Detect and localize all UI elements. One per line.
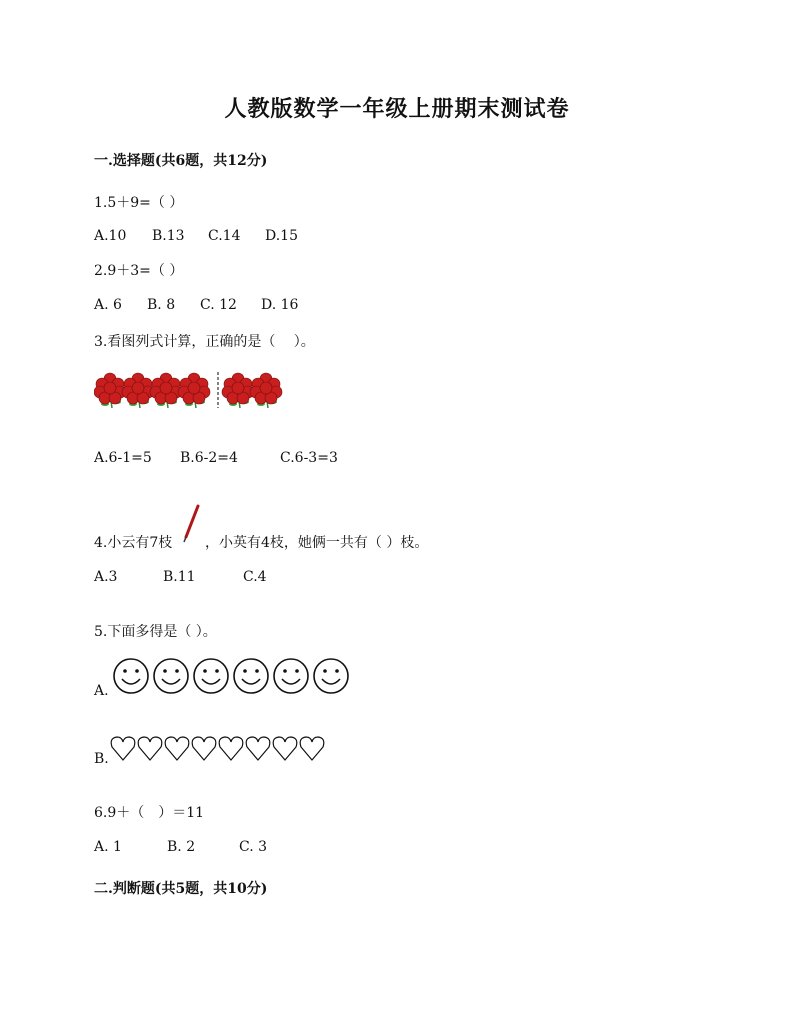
option-c: C. 3 xyxy=(239,839,268,855)
smiley-icon xyxy=(274,659,308,693)
option-a: A. 1 xyxy=(94,839,122,855)
heart-icon xyxy=(111,737,135,760)
flowers-image xyxy=(94,368,284,412)
question-3-options xyxy=(94,450,338,466)
question-1: 1.5＋9=（ ） xyxy=(94,195,184,211)
question-6: 6.9＋（ ）＝11 xyxy=(94,805,205,821)
hearts-image xyxy=(110,735,334,763)
option-b: B.13 xyxy=(152,228,185,244)
option-b: B.6-2=4 xyxy=(180,450,238,466)
smiley-icon xyxy=(154,659,188,693)
option-b: B. 2 xyxy=(167,839,196,855)
page-title: 人教版数学一年级上册期末测试卷 xyxy=(224,96,570,122)
smiley-icon xyxy=(314,659,348,693)
question-1-options xyxy=(94,228,298,244)
option-a: A.6-1=5 xyxy=(94,450,152,466)
heart-icon xyxy=(165,737,189,760)
flowers-left-group xyxy=(94,373,210,408)
flower-icon xyxy=(178,373,210,408)
heart-icon xyxy=(192,737,216,760)
option-d: D.15 xyxy=(265,228,298,244)
option-b: B.11 xyxy=(163,569,196,585)
section-heading-judgement: 二.判断题(共5题，共10分) xyxy=(94,881,268,897)
heart-icon xyxy=(300,737,324,760)
question-2-options xyxy=(94,297,298,313)
question-4-part-2: ，小英有4枝，她俩一共有（ ）枝。 xyxy=(205,535,429,551)
flower-icon xyxy=(222,373,254,408)
option-a: A.3 xyxy=(94,569,118,585)
heart-icon xyxy=(246,737,270,760)
option-c: C. 12 xyxy=(200,297,237,313)
flowers-right-group xyxy=(222,373,282,408)
question-3: 3.看图列式计算，正确的是（ ）。 xyxy=(94,334,315,350)
heart-icon xyxy=(138,737,162,760)
heart-icon xyxy=(273,737,297,760)
option-a-label: A. xyxy=(94,683,109,699)
flower-icon xyxy=(122,373,154,408)
flower-icon xyxy=(150,373,182,408)
option-c: C.6-3=3 xyxy=(280,450,338,466)
flower-icon xyxy=(250,373,282,408)
question-2: 2.9＋3=（ ） xyxy=(94,263,184,279)
smiley-faces-image xyxy=(112,654,352,698)
question-5: 5.下面多得是（ ）。 xyxy=(94,624,217,640)
question-6-options xyxy=(94,839,267,855)
option-b-label: B. xyxy=(94,751,109,767)
option-c: C.14 xyxy=(208,228,241,244)
section-heading-choice: 一.选择题(共6题，共12分) xyxy=(94,153,268,169)
smiley-icon xyxy=(194,659,228,693)
heart-icon xyxy=(219,737,243,760)
option-a: A. 6 xyxy=(94,297,122,313)
option-d: D. 16 xyxy=(261,297,299,313)
question-4-options xyxy=(94,569,267,585)
question-4-part-1: 4.小云有7枝 xyxy=(94,535,173,551)
option-b: B. 8 xyxy=(147,297,176,313)
smiley-icon xyxy=(114,659,148,693)
option-a: A.10 xyxy=(94,228,127,244)
option-c: C.4 xyxy=(243,569,267,585)
pencil-icon xyxy=(180,503,204,543)
smiley-icon xyxy=(234,659,268,693)
flower-icon xyxy=(94,373,126,408)
